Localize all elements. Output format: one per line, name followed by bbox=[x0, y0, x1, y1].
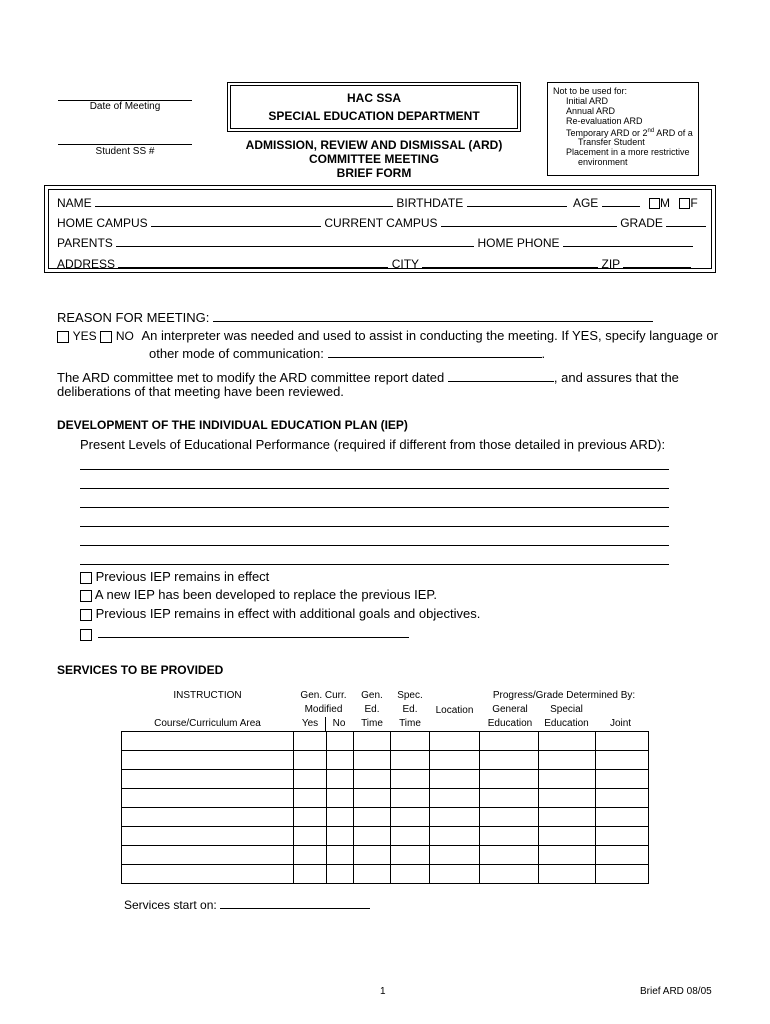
present-levels-line[interactable] bbox=[80, 526, 669, 527]
not-used-environment: environment bbox=[578, 157, 628, 167]
page-number: 1 bbox=[380, 986, 386, 997]
form-title-line-1: ADMISSION, REVIEW AND DISMISSAL (ARD) bbox=[245, 138, 503, 152]
city-label: CITY bbox=[391, 257, 419, 271]
ard-assures-text: , and assures that the bbox=[553, 370, 679, 385]
iep-option-checkbox[interactable] bbox=[80, 572, 92, 584]
date-of-meeting-label: Date of Meeting bbox=[89, 101, 161, 112]
reason-field[interactable] bbox=[213, 309, 653, 322]
table-row[interactable] bbox=[122, 770, 649, 789]
home-campus-field[interactable] bbox=[151, 214, 321, 227]
progress-header: Progress/Grade Determined By: General Special Education Education Joint bbox=[487, 690, 636, 729]
current-campus-field[interactable] bbox=[441, 214, 617, 227]
interpreter-no-label: NO bbox=[115, 329, 134, 343]
present-levels-line[interactable] bbox=[80, 469, 669, 470]
interpreter-yes-checkbox[interactable] bbox=[57, 331, 69, 343]
not-used-item: Annual ARD bbox=[566, 106, 616, 116]
period: . bbox=[541, 346, 546, 361]
table-row[interactable] bbox=[122, 751, 649, 770]
gen-curr-header: Gen. Curr. Modified Yes No bbox=[294, 689, 354, 732]
iep-heading: DEVELOPMENT OF THE INDIVIDUAL EDUCATION PLAN (IEP) bbox=[57, 418, 408, 432]
instruction-header: INSTRUCTION Course/Curriculum Area bbox=[154, 690, 261, 729]
iep-option-checkbox[interactable] bbox=[80, 590, 92, 602]
present-levels-line[interactable] bbox=[80, 545, 669, 546]
current-campus-label: CURRENT CAMPUS bbox=[324, 216, 438, 230]
interpreter-yes-label: YES bbox=[72, 329, 97, 343]
city-field[interactable] bbox=[422, 255, 598, 268]
male-label: M bbox=[659, 196, 670, 210]
location-header: Location bbox=[435, 704, 474, 716]
department-name: SPECIAL EDUCATION DEPARTMENT bbox=[268, 109, 480, 123]
student-ss-label: Student SS # bbox=[95, 146, 155, 157]
present-levels-text: Present Levels of Educational Performance (required if different from those detailed in previous ARD): bbox=[80, 437, 666, 452]
interpreter-text: An interpreter was needed and used to assist in conducting the meeting. If YES, specify language or bbox=[141, 328, 718, 343]
birthdate-field[interactable] bbox=[467, 194, 567, 207]
table-row[interactable] bbox=[122, 865, 649, 884]
student-ss-line[interactable] bbox=[58, 144, 192, 145]
not-used-temporary: Temporary ARD or 2nd ARD of a bbox=[566, 128, 693, 138]
table-row[interactable] bbox=[122, 846, 649, 865]
not-used-item: Re-evaluation ARD bbox=[566, 116, 643, 126]
grade-label: GRADE bbox=[620, 216, 663, 230]
home-phone-field[interactable] bbox=[563, 234, 693, 247]
present-levels-line[interactable] bbox=[80, 507, 669, 508]
present-levels-line[interactable] bbox=[80, 488, 669, 489]
iep-option-label: A new IEP has been developed to replace the previous IEP. bbox=[94, 587, 438, 602]
not-used-transfer: Transfer Student bbox=[578, 137, 645, 147]
table-row[interactable] bbox=[122, 827, 649, 846]
reason-label: REASON FOR MEETING: bbox=[57, 310, 210, 325]
name-field[interactable] bbox=[95, 194, 393, 207]
not-used-placement: Placement in a more restrictive bbox=[566, 147, 690, 157]
gen-ed-time-header: Gen. Ed. Time bbox=[361, 690, 383, 729]
parents-field[interactable] bbox=[116, 234, 474, 247]
form-title-line-2: COMMITTEE MEETING bbox=[309, 152, 439, 166]
not-used-box bbox=[547, 82, 699, 176]
parents-label: PARENTS bbox=[57, 236, 113, 250]
table-row[interactable] bbox=[122, 789, 649, 808]
interpreter-no-checkbox[interactable] bbox=[100, 331, 112, 343]
present-levels-line[interactable] bbox=[80, 564, 669, 565]
services-heading: SERVICES TO BE PROVIDED bbox=[57, 663, 224, 677]
form-code: Brief ARD 08/05 bbox=[640, 986, 712, 997]
not-used-item: Initial ARD bbox=[566, 96, 609, 106]
ard-modify-text: The ARD committee met to modify the ARD committee report dated bbox=[57, 370, 445, 385]
interpreter-mode-field[interactable] bbox=[328, 345, 542, 358]
grade-field[interactable] bbox=[666, 214, 706, 227]
iep-option-label: Previous IEP remains in effect bbox=[95, 569, 270, 584]
iep-other-field[interactable] bbox=[98, 625, 409, 638]
services-start-label: Services start on: bbox=[124, 898, 217, 912]
agency-name: HAC SSA bbox=[346, 91, 401, 105]
iep-other-checkbox[interactable] bbox=[80, 629, 92, 641]
home-campus-label: HOME CAMPUS bbox=[57, 216, 148, 230]
zip-label: ZIP bbox=[601, 257, 620, 271]
age-field[interactable] bbox=[602, 194, 640, 207]
age-label: AGE bbox=[572, 196, 599, 210]
home-phone-label: HOME PHONE bbox=[477, 236, 560, 250]
address-label: ADDRESS bbox=[57, 257, 116, 271]
services-table bbox=[121, 689, 649, 884]
name-label: NAME bbox=[57, 196, 92, 210]
services-start-field[interactable] bbox=[220, 896, 370, 909]
not-used-title: Not to be used for: bbox=[553, 86, 628, 96]
zip-field[interactable] bbox=[623, 255, 691, 268]
female-checkbox[interactable] bbox=[679, 198, 690, 209]
department-box bbox=[227, 82, 521, 132]
ard-deliberations-text: deliberations of that meeting have been reviewed. bbox=[57, 384, 344, 399]
spec-ed-time-header: Spec. Ed. Time bbox=[397, 690, 423, 729]
male-checkbox[interactable] bbox=[649, 198, 660, 209]
female-label: F bbox=[690, 196, 698, 210]
iep-option-label: Previous IEP remains in effect with additional goals and objectives. bbox=[95, 606, 481, 621]
table-row[interactable] bbox=[122, 808, 649, 827]
birthdate-label: BIRTHDATE bbox=[396, 196, 464, 210]
ard-report-date-field[interactable] bbox=[448, 369, 554, 382]
form-title-line-3: BRIEF FORM bbox=[336, 166, 412, 180]
table-row[interactable] bbox=[122, 732, 649, 751]
iep-option-checkbox[interactable] bbox=[80, 609, 92, 621]
address-field[interactable] bbox=[118, 255, 388, 268]
interpreter-mode-label: other mode of communication: bbox=[149, 346, 324, 361]
